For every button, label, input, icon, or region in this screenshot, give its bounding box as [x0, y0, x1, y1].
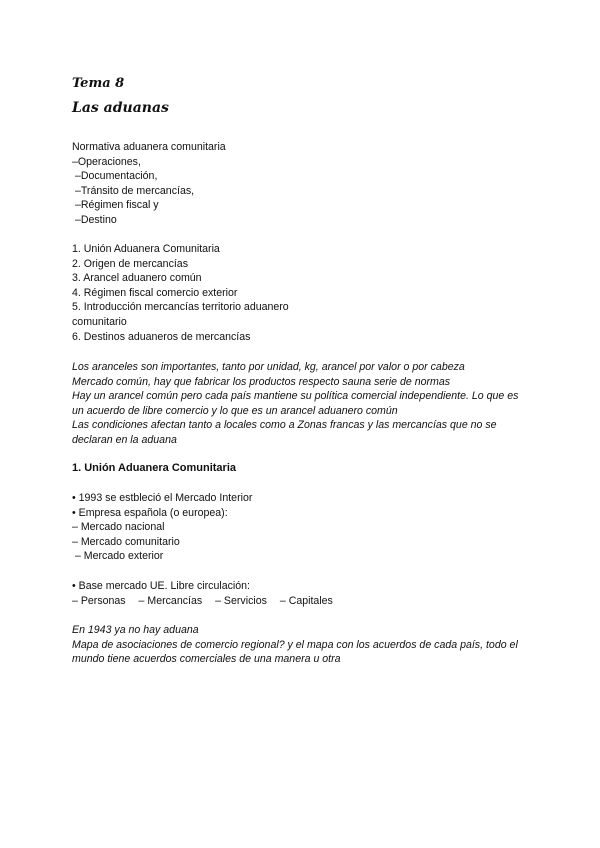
- list-item: –Documentación,: [72, 170, 158, 183]
- note-line: Mercado común, hay que fabricar los productos respecto sauna serie de normas: [72, 375, 451, 388]
- section-heading: 1. Unión Aduanera Comunitaria: [72, 462, 237, 474]
- list-item: • 1993 se estbleció el Mercado Interior: [72, 492, 253, 504]
- list-item: 4. Régimen fiscal comercio exterior: [72, 286, 238, 299]
- list-item: 1. Unión Aduanera Comunitaria: [72, 243, 220, 255]
- list-item: – Mercado exterior: [72, 550, 164, 563]
- list-item: –Régimen fiscal y: [72, 199, 159, 212]
- list-item: – Mercado nacional: [72, 521, 165, 534]
- page-title: Las aduanas: [72, 100, 169, 116]
- list-item: 5. Introducción mercancías territorio aduanero: [72, 301, 289, 314]
- list-item: Normativa aduanera comunitaria: [72, 141, 226, 153]
- section1-list: [72, 491, 532, 564]
- list-item: comunitario: [72, 315, 127, 328]
- list-item: 2. Origen de mercancías: [72, 257, 188, 270]
- freedom-item: – Capitales: [279, 595, 333, 607]
- freedom-item: – Mercancías: [138, 595, 203, 607]
- note-line: En 1943 ya no hay aduana: [72, 624, 199, 636]
- note-line: Las condiciones afectan tanto a locales como a Zonas francas y las mercancías que no se declaran en la aduana: [72, 419, 497, 446]
- freedom-item: – Personas: [72, 595, 126, 607]
- note-line: Los aranceles son importantes, tanto por unidad, kg, arancel por valor o por cabeza: [72, 361, 465, 373]
- list-item: –Destino: [72, 213, 117, 226]
- note-line: Mapa de asociaciones de comercio regional? y el mapa con los acuerdos de cada país, todo el mundo tiene acuerdos comerciales de una manera u otra: [72, 638, 518, 666]
- index-list: [72, 242, 532, 344]
- intro-list: [72, 140, 532, 228]
- list-item: 6. Destinos aduaneros de mercancías: [72, 330, 251, 343]
- final-notes: [72, 623, 532, 667]
- note-line: Hay un arancel común pero cada país mantiene su política comercial independiente. Lo que es un acuerdo de libre comercio y lo que es un arancel aduanero común: [72, 390, 519, 417]
- list-item: –Operaciones,: [72, 155, 141, 168]
- notes-paragraph: [72, 360, 532, 448]
- freedom-item: – Servicios: [215, 595, 267, 607]
- freedoms-row: [72, 595, 343, 607]
- topic-label: Tema 8: [72, 76, 125, 91]
- list-item: • Base mercado UE. Libre circulación:: [72, 580, 250, 592]
- list-item: 3. Arancel aduanero común: [72, 272, 202, 285]
- base-line: [72, 579, 532, 594]
- list-item: • Empresa española (o europea):: [72, 506, 228, 519]
- list-item: –Tránsito de mercancías,: [72, 184, 195, 197]
- list-item: – Mercado comunitario: [72, 535, 180, 548]
